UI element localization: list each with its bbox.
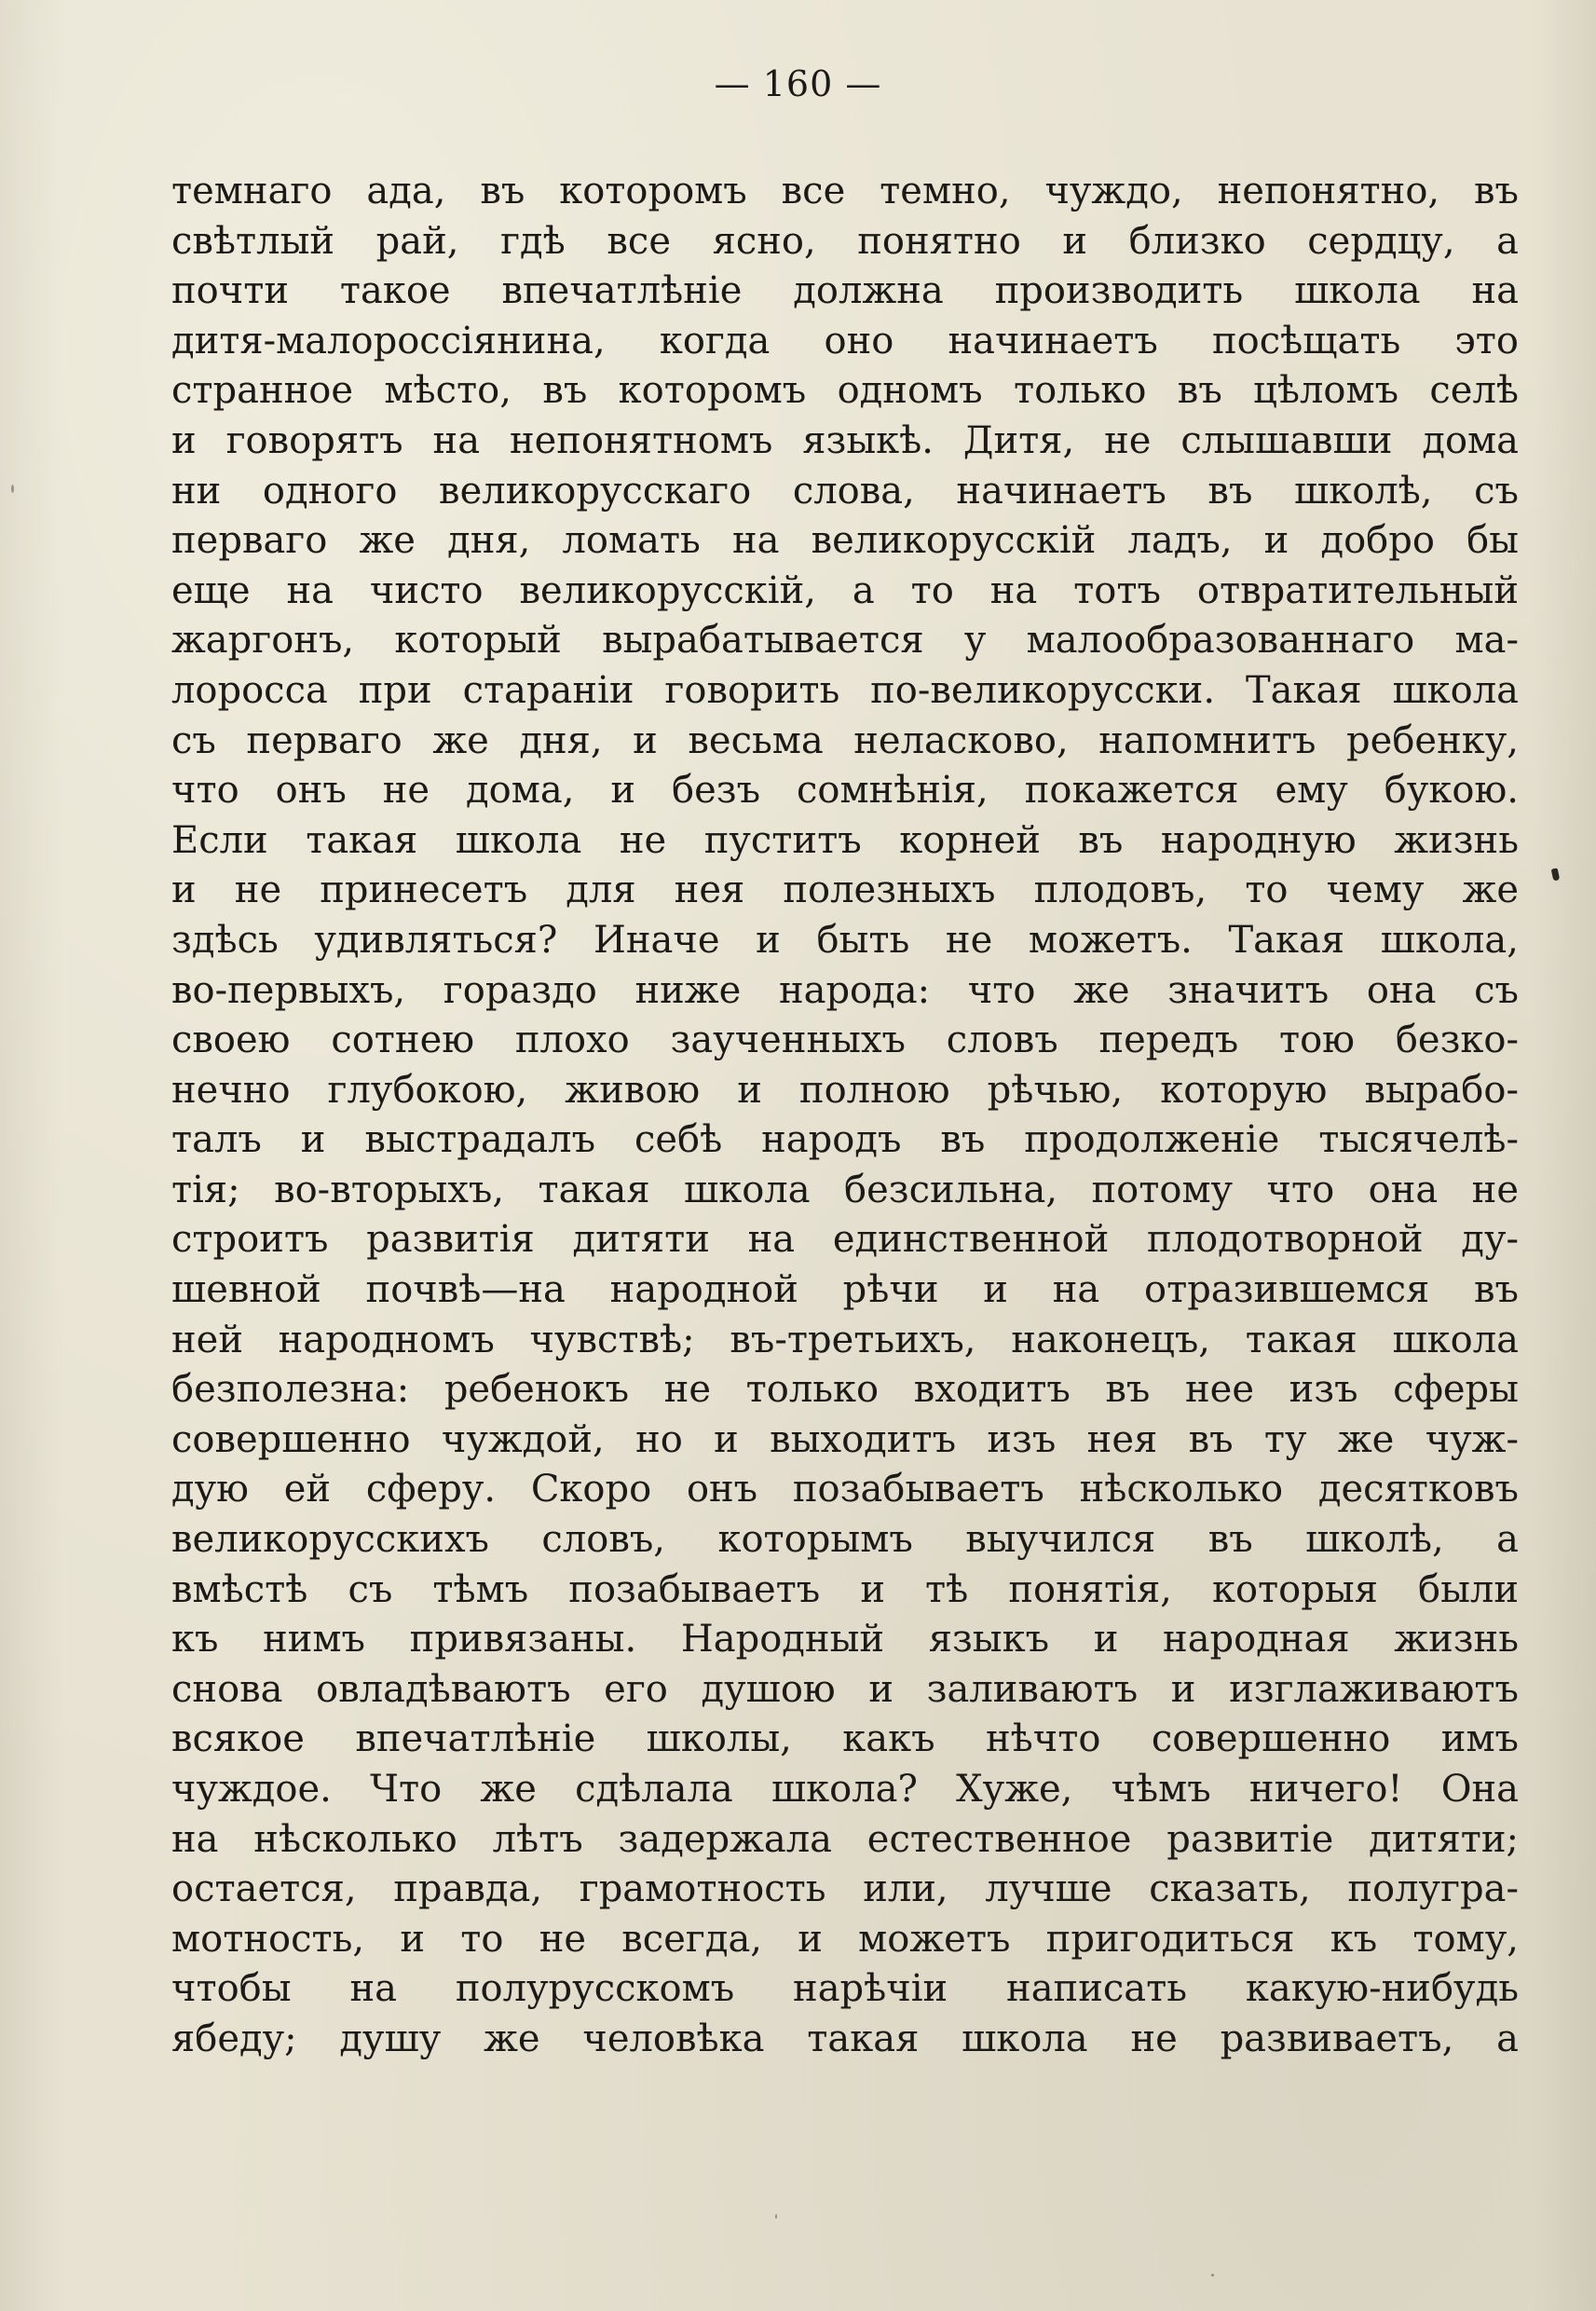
text-line: тія; во-вторыхъ, такая школа безсильна, потому что она не [171,1168,1519,1211]
text-line: остается, правда, грамотность или, лучше сказать, полугра- [171,1867,1519,1911]
text-line: шевной почвѣ—на народной рѣчи и на отразившемся въ [171,1268,1519,1312]
margin-ink-mark [1551,868,1561,881]
page-number: — 160 — [714,63,882,104]
text-line: лоросса при стараніи говорить по-великорусски. Такая школа [171,668,1519,712]
text-line: почти такое впечатлѣніе должна производить школа на [171,269,1519,313]
text-line: дую ей сферу. Скоро онъ позабываетъ нѣсколько десятковъ [171,1468,1519,1511]
text-line: ни одного великорусскаго слова, начинаетъ въ школѣ, съ [171,469,1519,513]
text-line: великорусскихъ словъ, которымъ выучился въ школѣ, а [171,1518,1519,1562]
paper-speck [775,2214,777,2219]
text-line: и говорятъ на непонятномъ языкѣ. Дитя, не слышавши дома [171,418,1519,462]
text-line: что онъ не дома, и безъ сомнѣнія, покажется ему букою. [171,769,1519,813]
text-line: своею сотнею плохо заученныхъ словъ передъ тою безко- [171,1019,1519,1062]
text-line: темнаго ада, въ которомъ все темно, чуждо, непонятно, въ [171,170,1519,212]
text-line: еще на чисто великорусскій, а то на тотъ отвратительный [171,568,1519,612]
paper-speck [1211,2274,1214,2277]
text-line: совершенно чуждой, но и выходитъ изъ нея въ ту же чуж- [171,1417,1519,1461]
text-line: безполезна: ребенокъ не только входитъ въ нее изъ сферы [171,1368,1519,1412]
body-text [171,167,1519,2065]
text-line: и не принесетъ для нея полезныхъ плодовъ, то чему же [171,868,1519,912]
text-line: во-первыхъ, гораздо ниже народа: что же значитъ она съ [171,968,1519,1012]
text-line: дитя-малороссіянина, когда оно начинаетъ посѣщать это [171,319,1519,362]
text-line: перваго же дня, ломать на великорусскій ладъ, и добро бы [171,519,1519,563]
text-line: Если такая школа не пуститъ корней въ народную жизнь [171,818,1519,862]
paper-speck [11,485,14,493]
text-line: къ нимъ привязаны. Народный языкъ и народная жизнь [171,1618,1519,1661]
text-line: нечно глубокою, живою и полною рѣчью, которую вырабо- [171,1068,1519,1112]
text-line: на нѣсколько лѣтъ задержала естественное развитіе дитяти; [171,1817,1519,1861]
text-line: ней народномъ чувствѣ; въ-третьихъ, наконецъ, такая школа [171,1318,1519,1361]
text-line: мотность, и то не всегда, и можетъ пригодиться къ тому, [171,1917,1519,1961]
text-line: всякое впечатлѣніе школы, какъ нѣчто совершенно имъ [171,1717,1519,1761]
text-line: странное мѣсто, въ которомъ одномъ только въ цѣломъ селѣ [171,369,1519,413]
text-line: талъ и выстрадалъ себѣ народъ въ продолженіе тысячелѣ- [171,1118,1519,1162]
text-line: строитъ развитія дитяти на единственной плодотворной ду- [171,1218,1519,1262]
text-line: здѣсь удивляться? Иначе и быть не можетъ. Такая школа, [171,918,1519,962]
text-line: съ перваго же дня, и весьма неласково, напомнитъ ребенку, [171,718,1519,762]
text-line: вмѣстѣ съ тѣмъ позабываетъ и тѣ понятія, которыя были [171,1567,1519,1611]
text-line: снова овладѣваютъ его душою и заливаютъ и изглаживаютъ [171,1667,1519,1711]
text-line: чтобы на полурусскомъ нарѣчіи написать какую-нибудь [171,1967,1519,2011]
text-line: свѣтлый рай, гдѣ все ясно, понятно и близко сердцу, а [171,219,1519,263]
text-line: ябеду; душу же человѣка такая школа не развиваетъ, а [171,2017,1519,2060]
text-line: жаргонъ, который вырабатывается у малообразованнаго ма- [171,619,1519,663]
text-line: чуждое. Что же сдѣлала школа? Хуже, чѣмъ ничего! Она [171,1768,1519,1811]
